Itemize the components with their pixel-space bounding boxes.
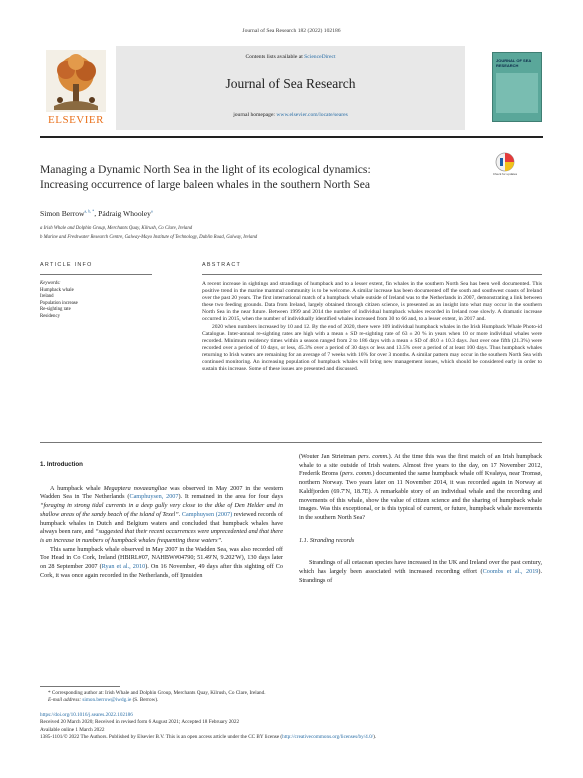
- keywords-label: Keywords:: [40, 281, 61, 286]
- intro-paragraph-4: [299, 559, 542, 585]
- title-line-2: Increasing occurrence of large baleen whales in the southern North Sea: [40, 178, 371, 191]
- article-title: [40, 162, 480, 192]
- homepage-line: [116, 112, 465, 120]
- text-run: was observed in May 2007 in the western Wadden Sea in The Netherlands (: [40, 484, 283, 501]
- text-run: ). It remained in the area for four days: [178, 493, 284, 501]
- elsevier-tree-icon: [46, 50, 106, 112]
- header-rule: [40, 136, 543, 138]
- author-2-affil[interactable]: a: [150, 208, 153, 214]
- journal-header: [40, 46, 543, 131]
- citation-link[interactable]: Coombs et al., 2019: [482, 568, 539, 576]
- text-run: reviewed records of humpback whales in Dutch and Belgium waters and concluded that humpback whales have always been rare, and: [40, 510, 283, 536]
- species-name: Megaptera novaeangliae: [103, 484, 168, 492]
- citation-link[interactable]: Camphuysen (2007): [181, 510, 233, 518]
- affiliations: [40, 224, 520, 242]
- license-text: 1385-1101/© 2022 The Authors. Published by Elsevier B.V. This is an open access article under the CC BY license (: [40, 734, 283, 741]
- abstract-rule: [202, 274, 542, 275]
- author-2[interactable]: Pádraig Whooley: [98, 209, 151, 218]
- affiliation-a: a Irish Whale and Dolphin Group, Merchants Quay, Kilrush, Co Clare, Ireland: [40, 226, 193, 231]
- article-info-heading: ARTICLE INFO: [40, 262, 93, 268]
- email-line: [40, 697, 545, 704]
- keywords-block: [40, 281, 150, 321]
- abstract-text: [202, 281, 542, 373]
- abstract-heading: ABSTRACT: [202, 262, 242, 268]
- email-suffix: (S. Berrow).: [131, 697, 159, 704]
- citation-link[interactable]: Camphuysen, 2007: [129, 493, 179, 501]
- keyword: Ireland: [40, 294, 54, 300]
- cover-title: JOURNAL OF SEA RESEARCH: [496, 58, 532, 68]
- article-footer: [40, 690, 545, 741]
- keyword: Humpback whale: [40, 287, 74, 293]
- intro-paragraph-3: [299, 453, 542, 523]
- subsection-heading: 1.1. Stranding records: [299, 536, 355, 544]
- affiliation-b: b Marine and Freshwater Research Centre, Galway-Mayo Institute of Technology, Dublin Road, Galway, Ireland: [40, 235, 258, 240]
- text-run: ). On 16 November, 49 days after this sighting off Co Cork, it was once again recorded in the Netherlands, off Ijmuiden: [40, 563, 283, 579]
- homepage-link[interactable]: www.elsevier.com/locate/seares: [276, 112, 348, 118]
- text-run: A humpback whale: [50, 484, 104, 492]
- contents-line: [116, 54, 465, 62]
- abstract-paragraph-1: A recent increase in sightings and strandings of humpback and to a lesser extent, fin whales in the southern North Sea has been well documented. This positive trend in the marine mammal community is to be welcome. A similar increase has been documented off the south and southwest coasts of Ireland over the past 20 years. The first international match of a humpback whale outside of Ireland was to the Netherlands in 2007, demonstrating a link between these two feeding grounds. Data from Ireland, largely obtained through citizen science, is presented as an insight into what may occur in the southern North Sea in the near future. Between 1999 and 2014 the number of individual humpback whales recorded in Ireland rose slowly. A dramatic increase occurred in 2015, when the number of individually identified whales increased from 30 to 66 and, to a lesser extent, in 2017 and.: [202, 281, 542, 323]
- text-run: (Wouter Jan Strietman: [299, 453, 358, 460]
- journal-cover: [492, 52, 542, 122]
- text-run: ). At the time this was the first match of an Irish humpback whale to a site outside of Irish waters. Almost five years to the day, on 17 November 2012, Frederik Broms (: [299, 453, 542, 478]
- elsevier-wordmark: ELSEVIER: [48, 114, 104, 126]
- keyword: Population increase: [40, 300, 78, 306]
- license-line: [40, 734, 545, 741]
- corresponding-author-note: * Corresponding author at: Irish Whale and Dolphin Group, Merchants Quay, Kilrush, Co Clare, Ireland.: [48, 690, 266, 696]
- author-list: [40, 209, 153, 218]
- author-1[interactable]: Simon Berrow: [40, 209, 85, 218]
- journal-name: Journal of Sea Research: [225, 76, 356, 91]
- author-separator: ,: [94, 209, 99, 218]
- citation-link[interactable]: Ryan et al., 2010: [101, 563, 146, 571]
- text-run: Strandings of all cetacean species have increased in the UK and Ireland over the past century, which has largely been associated with increased recording effort (: [299, 559, 542, 576]
- available-online: Available online 1 March 2022: [40, 726, 105, 733]
- intro-heading: 1. Introduction: [40, 461, 83, 468]
- personal-communication: pers. comm.: [342, 470, 373, 478]
- intro-paragraph-2: [40, 546, 283, 581]
- left-column: [40, 461, 283, 580]
- text-run: ). Strandings of: [299, 568, 542, 584]
- license-link[interactable]: http://creativecommons.org/licenses/by/4.0/: [282, 734, 374, 741]
- right-column: [299, 453, 542, 585]
- elsevier-logo: [40, 46, 112, 130]
- crossmark-label: Check for updates: [492, 172, 518, 176]
- check-for-updates-badge[interactable]: [492, 152, 518, 182]
- email-link[interactable]: simon.berrow@iwdg.ie: [82, 697, 132, 704]
- author-1-affil[interactable]: a, b, *: [84, 208, 95, 214]
- personal-communication: pers. comm.: [357, 453, 389, 460]
- received-dates: Received 20 March 2020; Received in revised form 6 August 2021; Accepted 18 February 2022: [40, 719, 240, 726]
- quotation: “suggested that their recent occurrences were unprecedented and that there is an increase in numbers of humpback whales frequenting these waters”.: [40, 528, 283, 544]
- license-end: ).: [373, 734, 377, 741]
- contents-prefix: Contents lists available at: [245, 54, 305, 60]
- intro-paragraph-1: [40, 485, 283, 546]
- doi-link[interactable]: https://doi.org/10.1016/j.seares.2022.102186: [40, 711, 133, 718]
- sciencedirect-link[interactable]: ScienceDirect: [304, 54, 336, 60]
- header-panel: [116, 46, 465, 130]
- footnote-rule: [40, 686, 120, 687]
- email-label: E-mail address:: [48, 697, 83, 704]
- abstract-paragraph-2: 2020 when numbers increased by 10 and 12. By the end of 2020, there were 109 individual humpback whales in the Irish Humpback Whale Photo-id Catalogue. Inter-annual re-sighting rates are high with a mean ± SD re-sighting rate of 63 ± 20 % in years when 10 or more individual whales were recorded. Minimum residency times within a season ranged from 2 to 186 days with a mean ± SD of 48.0 ± 10.3 days. Just over one fifth (21.3%) were recorded over a period of 10 days, or less, 45.3% over a period of 30 days or less and 13.5% over a period of at least 100 days. Thus humpback whales returning to Irish waters are remaining for an average of 7 weeks with 16% for over 3 months. A similar pattern may occur in the southern North Sea with continued monitoring. An increasing population of humpback whales will bring new management issues, which should be considered early in order to sustain this increase. Some of these issues are presented and discussed.: [202, 323, 542, 373]
- journal-reference: Journal of Sea Research 182 (2022) 102186: [242, 28, 341, 34]
- text-run: ) documented the same humpback whale off Kvaløya, near Tromsø, northern Norway. Two years later on 11 November 2014, it was recorded again in Norway at Kaldfjorden (69.7′N, 18.7E). A remarkable story of an individual whale and the recording and movements of this whale, show the value of citizen science and the sharing of humpback whale images. Was this exceptional, or is this typical of current, or future, humpback whale movements in the southern North Sea?: [299, 470, 543, 521]
- abstract-bottom-rule: [40, 442, 542, 443]
- homepage-prefix: journal homepage:: [233, 112, 277, 118]
- quotation: “foraging in strong tidal currents in a deep gully very close to the dike of Den Helder and in shallow areas of the sandy beach of the island of Texel”.: [40, 502, 283, 518]
- crossmark-icon: [495, 152, 515, 172]
- text-run: This same humpback whale observed in May 2007 in the Wadden Sea, was also recorded off Toe Head in Co Cork, Ireland (HBIRL#07, NAHBW#04790; 51.49′N, 9.202′W), 130 days later on 28 September 2007 (: [40, 545, 283, 571]
- article-info-rule: [40, 274, 152, 275]
- title-line-1: Managing a Dynamic North Sea in the light of its ecological dynamics:: [40, 163, 371, 176]
- keyword: Re-sighting rate: [40, 307, 71, 313]
- keyword: Residency: [40, 313, 60, 319]
